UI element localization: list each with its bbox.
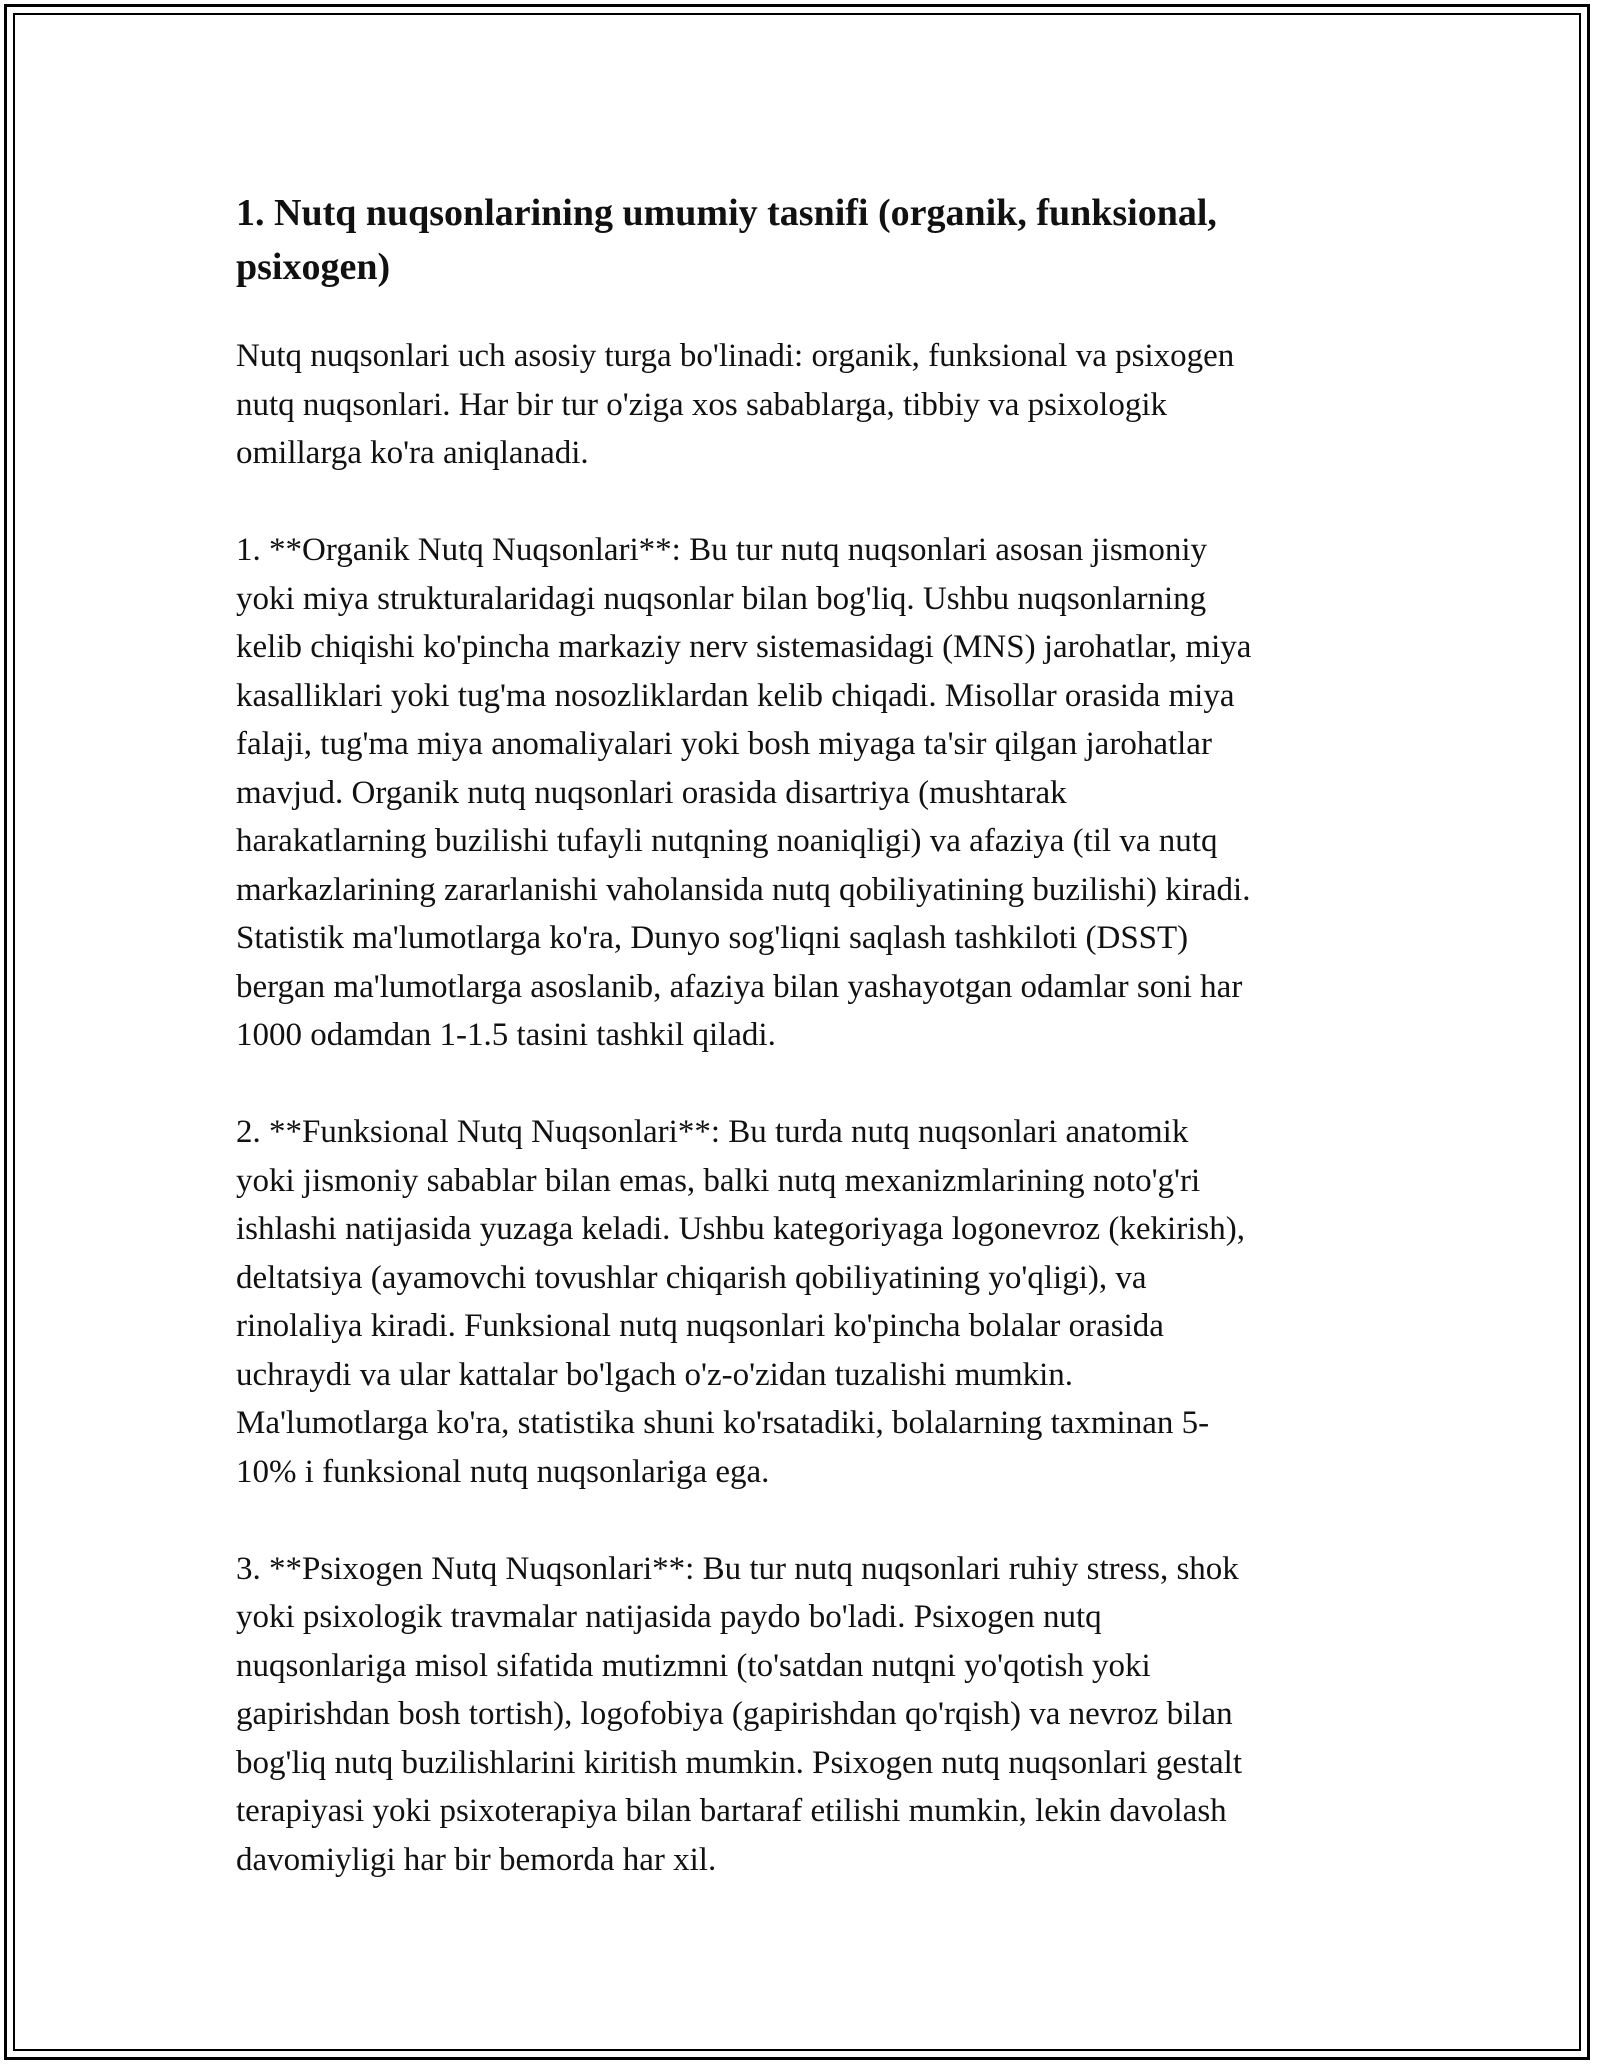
organic-paragraph: 1. **Organik Nutq Nuqsonlari**: Bu tur nutq nuqsonlari asosan jismoniy yoki miya strukturalaridagi nuqsonlar bilan bog'liq. Ushbu nuqsonlarning kelib chiqishi ko'pincha markaziy nerv sistemasidagi (MNS) jarohatlar, miya kasalliklari yoki tug'ma nosozliklardan kelib chiqadi. Misollar orasida miya falaji, tug'ma miya anomaliyalari yoki bosh miyaga ta'sir qilgan jarohatlar mavjud. Organik nutq nuqsonlari orasida disartriya (mushtarak harakatlarning buzilishi tufayli nutqning noaniqligi) va afaziya (til va nutq markazlarining zararlanishi vaholansida nutq qobiliyatining buzilishi) kiradi. Statistik ma'lumotlarga ko'ra, Dunyo sog'liqni saqlash tashkiloti (DSST) bergan ma'lumotlarga asoslanib, afaziya bilan yashayotgan odamlar soni har 1000 odamdan 1-1.5 tasini tashkil qiladi.: [236, 532, 1252, 1053]
intro-paragraph: Nutq nuqsonlari uch asosiy turga bo'linadi: organik, funksional va psixogen nutq nuqsonlari. Har bir tur o'ziga xos sabablarga, tibbiy va psixologik omillarga ko'ra aniqlanadi.: [236, 338, 1235, 471]
psychogenic-paragraph: 3. **Psixogen Nutq Nuqsonlari**: Bu tur nutq nuqsonlari ruhiy stress, shok yoki psixologik travmalar natijasida paydo bo'ladi. Psixogen nutq nuqsonlariga misol sifatida mutizmni (to'satdan nutqni yo'qotish yoki gapirishdan bosh tortish), logofobiya (gapirishdan qo'rqish) va nevroz bilan bog'liq nutq buzilishlarini kiritish mumkin. Psixogen nutq nuqsonlari gestalt terapiyasi yoki psixoterapiya bilan bartaraf etilishi mumkin, lekin davolash davomiyligi har bir bemorda har xil.: [236, 1550, 1242, 1878]
functional-paragraph: 2. **Funksional Nutq Nuqsonlari**: Bu turda nutq nuqsonlari anatomik yoki jismoniy sabablar bilan emas, balki nutq mexanizmlarining noto'g'ri ishlashi natijasida yuzaga keladi. Ushbu kategoriyaga logonevroz (kekirish), deltatsiya (ayamovchi tovushlar chiqarish qobiliyatining yo'qligi), va rinolaliya kiradi. Funksional nutq nuqsonlari ko'pincha bolalar orasida uchraydi va ular kattalar bo'lgach o'z-o'zidan tuzalishi mumkin. Ma'lumotlarga ko'ra, statistika shuni ko'rsatadiki, bolalarning taxminan 5- 10% i funksional nutq nuqsonlariga ega.: [236, 1114, 1245, 1490]
document-body: [236, 186, 1366, 1884]
section-title: 1. Nutq nuqsonlarining umumiy tasnifi (organik, funksional, psixogen): [236, 192, 1217, 288]
